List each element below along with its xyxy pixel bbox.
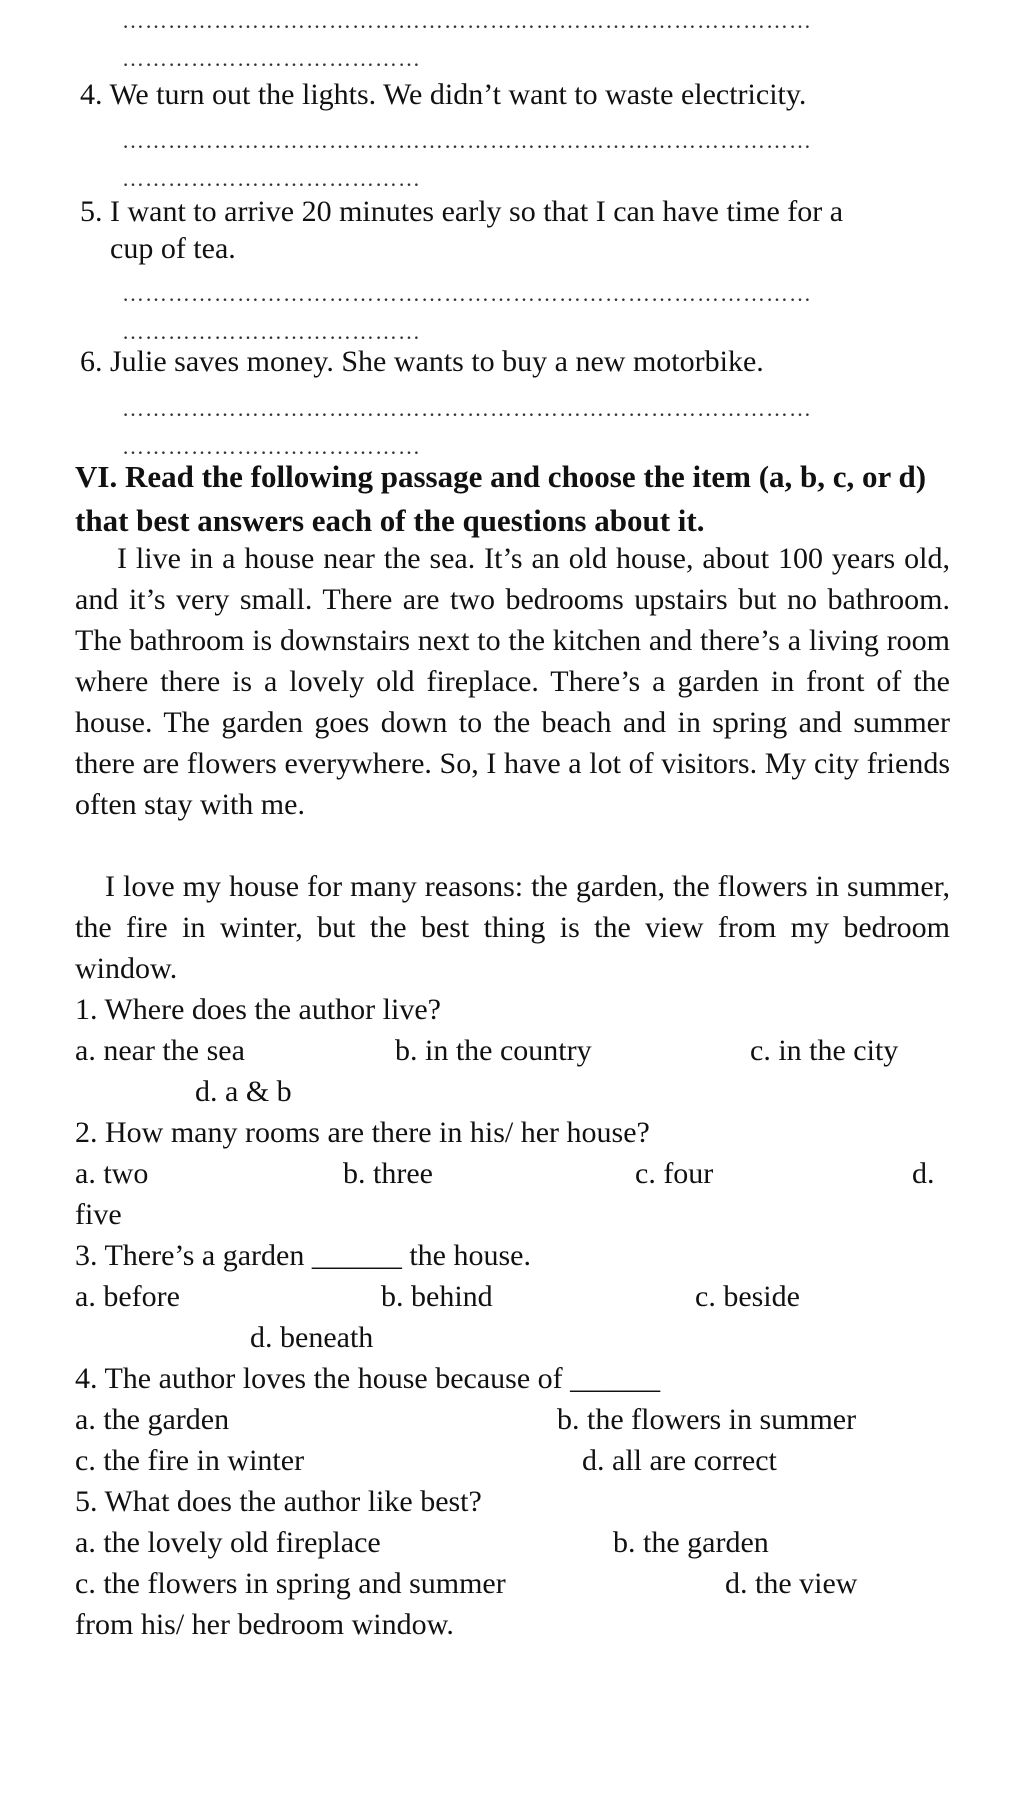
answer-line: ………………………………… xyxy=(122,168,421,190)
question-1: 1. Where does the author live? xyxy=(75,993,441,1026)
rewrite-item-6: 6. Julie saves money. She wants to buy a new motorbike. xyxy=(80,345,764,378)
question-5: 5. What does the author like best? xyxy=(75,1485,482,1518)
q1-option-b[interactable]: b. in the country xyxy=(395,1034,592,1067)
q1-option-d[interactable]: d. a & b xyxy=(195,1075,292,1108)
rewrite-item-4: 4. We turn out the lights. We didn’t want to waste electricity. xyxy=(80,78,807,111)
q2-option-c[interactable]: c. four xyxy=(635,1157,714,1190)
q5-option-c[interactable]: c. the flowers in spring and summer xyxy=(75,1567,506,1600)
question-2: 2. How many rooms are there in his/ her house? xyxy=(75,1116,650,1149)
answer-line: ………………………………… xyxy=(122,48,421,70)
rewrite-item-5-line1: 5. I want to arrive 20 minutes early so that I can have time for a xyxy=(80,195,844,228)
q4-option-d[interactable]: d. all are correct xyxy=(582,1444,777,1477)
rewrite-item-5-line2: cup of tea. xyxy=(110,232,236,265)
q4-option-b[interactable]: b. the flowers in summer xyxy=(557,1403,857,1436)
answer-line: ……………………………………………………………………………… xyxy=(122,130,812,152)
q3-option-d[interactable]: d. beneath xyxy=(250,1321,374,1354)
q2-option-d[interactable]: d. xyxy=(912,1157,935,1190)
q2-option-d-text: five xyxy=(75,1198,122,1231)
question-4: 4. The author loves the house because of ______ xyxy=(75,1362,661,1395)
passage-paragraph-1: I live in a house near the sea. It’s an old house, about 100 years old, and it’s very small. There are two bedrooms upstairs but no bathroom. The bathroom is downstairs next to the kitchen and there’s a living room where there is a lovely old fireplace. There’s a garden in front of the house. The garden goes down to the beach and in spring and summer there are flowers everywhere. So, I have a lot of visitors. My city friends often stay with me. xyxy=(75,542,950,821)
answer-line: ………………………………… xyxy=(122,436,421,458)
q2-option-a[interactable]: a. two xyxy=(75,1157,149,1190)
passage-paragraph-2: I love my house for many reasons: the garden, the flowers in summer, the fire in winter, but the best thing is the view from my bedroom window. xyxy=(75,870,950,985)
q5-option-b[interactable]: b. the garden xyxy=(613,1526,769,1559)
q5-option-d[interactable]: d. the view xyxy=(725,1567,858,1600)
q4-option-a[interactable]: a. the garden xyxy=(75,1403,230,1436)
q3-option-a[interactable]: a. before xyxy=(75,1280,180,1313)
answer-line: ………………………………… xyxy=(122,321,421,343)
section-heading: VI. Read the following passage and choose the item (a, b, c, or d) that best answers each of the questions about it. xyxy=(75,459,927,538)
q4-option-c[interactable]: c. the fire in winter xyxy=(75,1444,305,1477)
q5-option-d-text: from his/ her bedroom window. xyxy=(75,1608,454,1641)
q3-option-b[interactable]: b. behind xyxy=(381,1280,493,1313)
q1-option-a[interactable]: a. near the sea xyxy=(75,1034,245,1067)
q1-option-c[interactable]: c. in the city xyxy=(750,1034,899,1067)
q2-option-b[interactable]: b. three xyxy=(343,1157,433,1190)
answer-line: ……………………………………………………………………………… xyxy=(122,10,812,32)
question-3: 3. There’s a garden ______ the house. xyxy=(75,1239,531,1272)
q5-option-a[interactable]: a. the lovely old fireplace xyxy=(75,1526,381,1559)
answer-line: ……………………………………………………………………………… xyxy=(122,283,812,305)
q3-option-c[interactable]: c. beside xyxy=(695,1280,800,1313)
answer-line: ……………………………………………………………………………… xyxy=(122,398,812,420)
